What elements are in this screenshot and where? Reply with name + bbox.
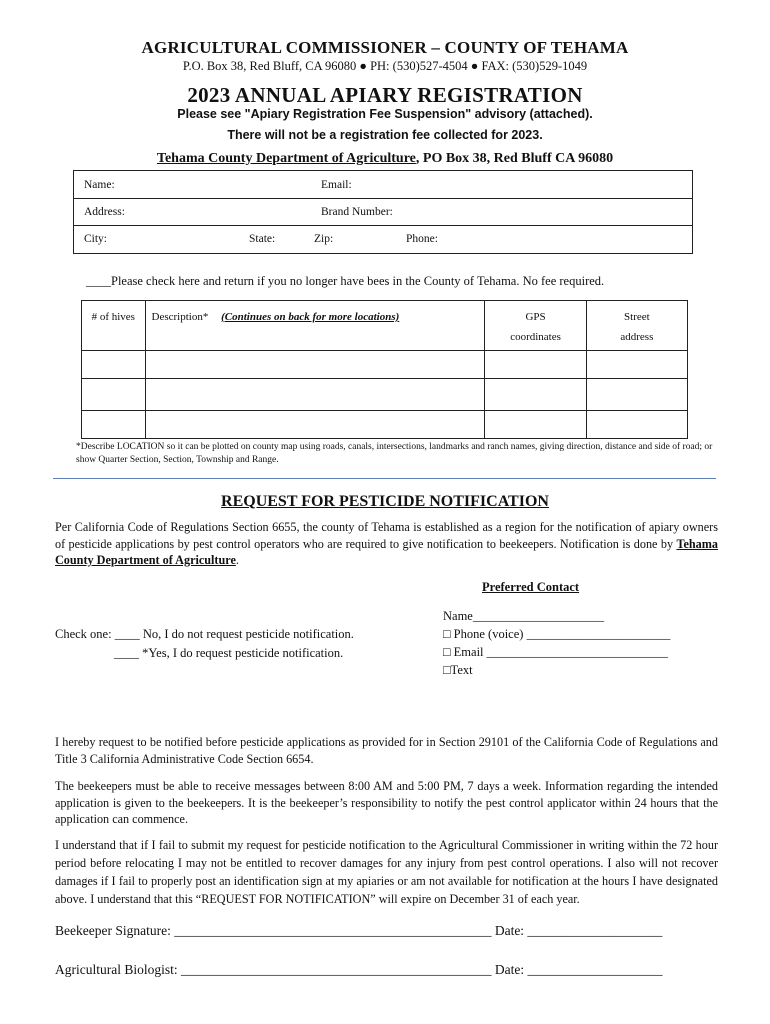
preferred-contact-heading: Preferred Contact — [482, 580, 580, 594]
header-street — [586, 301, 687, 351]
address-field[interactable]: Address: — [84, 206, 125, 218]
biologist-signature-line[interactable]: Agricultural Biologist: ______________________________________________ Date: ____________________ — [55, 962, 663, 977]
contact-name-field[interactable]: Name_____________________ — [443, 609, 605, 623]
yes-notification-option[interactable]: ____ *Yes, I do request pesticide notification. — [114, 646, 344, 660]
pesticide-intro: Per California Code of Regulations Section 6655, the county of Tehama is established as a region for the notification of apiary owners of pesticide applications by pest control operators who are required to give notification to beekeepers. Notification is done by Tehama County Department of Agriculture. — [55, 520, 718, 567]
agency-address: P.O. Box 38, Red Bluff, CA 96080 ● PH: (530)527-4504 ● FAX: (530)529-1049 — [182, 59, 588, 73]
no-fee-notice: There will not be a registration fee collected for 2023. — [227, 128, 543, 142]
header-hives: # of hives — [82, 301, 146, 351]
department-address: , PO Box 38, Red Bluff CA 96080 — [415, 151, 614, 166]
email-field[interactable]: Email: — [321, 179, 352, 191]
hive-locations-table — [81, 300, 688, 439]
phone-field[interactable]: Phone: — [406, 233, 438, 245]
request-paragraph: I hereby request to be notified before pesticide applications as provided for in Section 29101 of the California Code of Regulations and Title 3 California Administrative Code Section 6654. — [55, 735, 718, 766]
name-field[interactable]: Name: — [84, 179, 115, 191]
form-title: 2023 ANNUAL APIARY REGISTRATION — [187, 83, 583, 107]
table-row[interactable] — [82, 351, 688, 379]
hours-paragraph: The beekeepers must be able to receive messages between 8:00 AM and 5:00 PM, 7 days a week. Information regarding the intended application is given to the beekeepers. It is the beekeeper’s responsibility to notify the pest control applicator within 24 hours that the application can commence. — [55, 779, 718, 826]
location-footnote: *Describe LOCATION so it can be plotted on county map using roads, canals, intersections, landmarks and ranch names, giving direction, distance and side of road; or show Quarter Section, Section, Township and Range. — [76, 442, 713, 465]
no-bees-checkbox-line[interactable]: ____Please check here and return if you no longer have bees in the County of Tehama. No fee required. — [86, 274, 605, 288]
state-field[interactable]: State: — [249, 233, 276, 245]
understand-paragraph: I understand that if I fail to submit my request for pesticide notification to the Agricultural Commissioner in writing within the 72 hour period before relocating I may not be entitled to recover damages for any injury from pest control operations. I also will not recover damages if I fail to properly post an identification sign at my apiaries or am not available for notification at the hours I have designated above. I understand that this “REQUEST FOR NOTIFICATION” will expire on December 31 of each year. — [55, 838, 718, 906]
fee-advisory-notice: Please see "Apiary Registration Fee Suspension" advisory (attached). — [177, 107, 593, 121]
continues-note: (Continues on back for more locations) — [221, 311, 400, 323]
contact-text-checkbox[interactable]: □Text — [443, 663, 473, 677]
pesticide-section-title: REQUEST FOR PESTICIDE NOTIFICATION — [221, 493, 549, 510]
registrant-info-box — [73, 170, 693, 254]
contact-email-checkbox[interactable]: □ Email _____________________________ — [443, 645, 668, 659]
name-email-row — [74, 171, 692, 199]
street-label-1: Street — [624, 311, 650, 323]
contact-phone-checkbox[interactable]: □ Phone (voice) _______________________ — [443, 627, 671, 641]
intro-department: Tehama County Department of Agriculture — [55, 536, 718, 567]
header-description — [145, 301, 485, 351]
street-label-2: address — [620, 331, 654, 343]
table-row[interactable] — [82, 411, 688, 439]
brand-number-field[interactable]: Brand Number: — [321, 206, 393, 218]
city-state-row — [74, 226, 692, 254]
section-divider — [53, 478, 716, 479]
gps-label-1: GPS — [525, 311, 546, 323]
beekeeper-signature-line[interactable]: Beekeeper Signature: _______________________________________________ Date: ____________________ — [55, 923, 663, 938]
table-row[interactable] — [82, 379, 688, 411]
zip-field[interactable]: Zip: — [314, 233, 334, 245]
header-gps — [485, 301, 586, 351]
address-brand-row — [74, 199, 692, 226]
city-field[interactable]: City: — [84, 233, 108, 245]
agency-heading: AGRICULTURAL COMMISSIONER – COUNTY OF TEHAMA — [141, 38, 629, 57]
department-name: Tehama County Department of Agriculture — [156, 151, 416, 166]
department-line — [0, 151, 770, 167]
gps-label-2: coordinates — [510, 331, 561, 343]
table-header-row — [82, 301, 688, 351]
description-label: Description* — [151, 311, 209, 323]
no-notification-option[interactable]: Check one: ____ No, I do not request pesticide notification. — [55, 627, 354, 641]
